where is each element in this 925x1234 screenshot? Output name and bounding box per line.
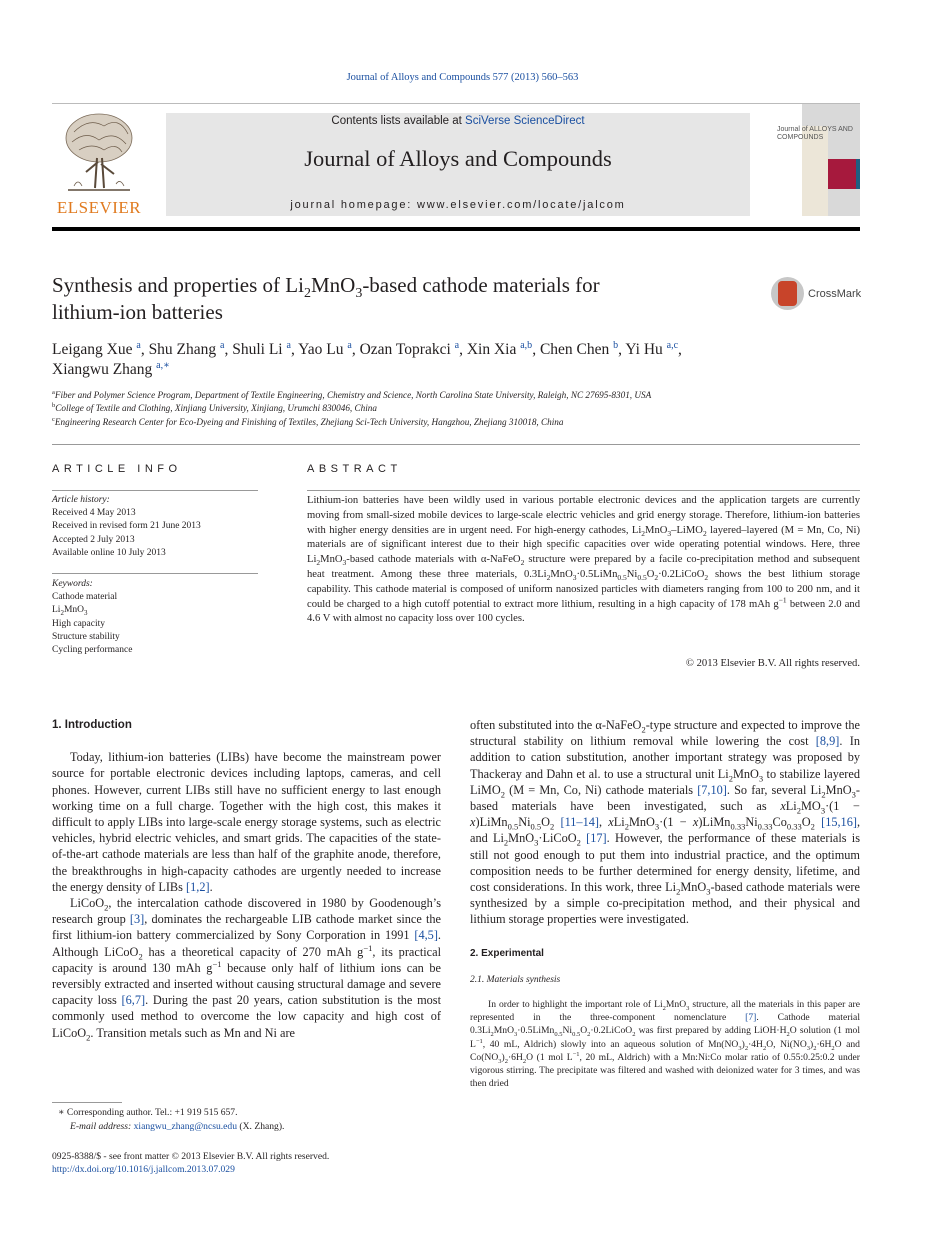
author-name: Leigang Xue — [52, 341, 133, 358]
abstract-rule — [307, 490, 860, 491]
author-name: Yi Hu — [625, 341, 663, 358]
affiliation-mark: a — [52, 388, 55, 396]
author-affiliation-mark[interactable]: b — [613, 339, 619, 351]
email-label: E-mail address: — [70, 1121, 134, 1132]
affiliation — [52, 390, 860, 400]
keyword: Structure stability — [52, 631, 120, 642]
header-rule — [52, 103, 860, 104]
paragraph: Today, lithium-ion batteries (LIBs) have become the mainstream power source for portable electronic devices including laptops, cameras, and cell phones. However, current LIBs still have no sufficient energy to last enough working time on a full charge. Together with the high cost, this makes it difficult to apply LIBs into large-scale energy storage systems, such as electric vehicles, hybrid electric vehicles, and smart grids. The capacities of the state-of-the-art cathode materials are less than half of the graphite anode, therefore, the breakthroughs in high-capacity cathodes are urgently needed to increase the energy density of LIBs [1,2]. — [52, 750, 441, 894]
affiliation — [52, 403, 860, 413]
elsevier-logo — [52, 110, 146, 218]
title-sub-2: 3 — [355, 286, 363, 302]
corresponding-author-note: ∗ Corresponding author. Tel.: +1 919 515 657. — [58, 1107, 238, 1118]
title-line-2: lithium-ion batteries — [52, 300, 223, 324]
keyword: Cathode material — [52, 592, 118, 603]
cover-blue-block — [856, 159, 860, 189]
crossmark-label: CrossMark — [808, 288, 862, 300]
affiliation-mark: b — [52, 401, 56, 409]
crossmark-inner — [778, 281, 797, 306]
spacer — [470, 988, 860, 998]
cover-title: Journal of ALLOYS AND COMPOUNDS — [777, 126, 853, 141]
authors-line-1: Leigang Xue $^a$, Shu Zhang $^a$, Shuli Li $^a$, Yao Lu $^a$, Ozan Toprakci $^a$, Xin Xia $^{a,b}$, Chen Chen $^b$, Yi Hu $^{a,c}$, — [52, 339, 682, 358]
introduction-heading: 1. Introduction — [52, 719, 132, 731]
author-affiliation-mark[interactable]: a,b — [520, 339, 533, 351]
citation-link[interactable]: [3] — [129, 912, 145, 927]
affiliation-text: Fiber and Polymer Science Program, Department of Textile Engineering, Chemistry and Science, North Carolina State University, Raleigh, NC 27695-8301, USA — [54, 390, 652, 400]
contents-line — [166, 115, 750, 127]
article-info-heading: ARTICLE INFO — [52, 463, 182, 475]
keywords-label: Keywords: — [52, 579, 93, 589]
abstract-heading: ABSTRACT — [307, 463, 402, 475]
citation-link[interactable]: [1,2] — [186, 879, 210, 894]
experimental-heading: 2. Experimental — [470, 947, 544, 959]
title-text-3: -based cathode materials for — [362, 273, 600, 297]
body-left-column — [52, 717, 441, 1041]
author-affiliation-mark[interactable]: a — [286, 339, 291, 351]
author[interactable] — [467, 341, 532, 358]
footnote-rule — [52, 1102, 122, 1103]
cover-red-block — [828, 159, 856, 189]
citation-link[interactable]: [7] — [745, 1012, 757, 1024]
citation-link[interactable]: [15,16] — [821, 815, 857, 830]
article-history — [52, 494, 257, 560]
author-affiliation-mark[interactable]: a,∗ — [156, 359, 170, 371]
paragraph: often substituted into the α-NaFeO$_2$-type structure and expected to improve the structural stability on lithium removal while lowering the cost [8,9]. In addition to cation substitution, another important strategy was proposed by Thackeray and Dahn et al. to use a structural unit $Li_2MnO_3$ to stabilize layered LiMO$_2$ (M = Mn, Co, Ni) cathode materials [7,10]. So far, several $Li_2MnO_3$-based materials have been investigated, such as $xLi_2MO_3\cdot(1$ − $x)LiMn_{0.5}Ni_{0.5}O_2$ [11–14], $xLi_2MnO_3\cdot(1 - x)LiMn_{0.33}Ni_{0.33}Co_{0.33}O_2$ [15,16], and $Li_2MnO_3\cdot LiCoO_2$ [17]. However, the performance of these materials is still not good enough to put them into industrial practice, and the optimum composition needs to be further determined for energy density, lifetime, and cost considerations. In this work, three $Li_2MnO_3$-based cathode materials were synthesized by a simple co-precipitation method, and their physical and lithium storage properties were investigated. — [470, 718, 861, 927]
keyword: Cycling performance — [52, 645, 133, 656]
sciencedirect-link[interactable]: SciVerse ScienceDirect — [465, 115, 585, 127]
author-affiliation-mark[interactable]: a — [220, 339, 225, 351]
paragraph: In order to highlight the important role of $Li_2MnO_3$ structure, all the materials in this paper are represented in the three-component nomenclature [7]. Cathode material $0.3Li_2MnO_3\cdot 0.5LiMn_{0.5}Ni_{0.5}O_2\cdot 0.2LiCoO_2$ was first prepared by adding $LiOH\cdot H_2O$ solution (1 mol $L^{-1}$, 40 mL, Aldrich) slowly into an aqueous solution of $Mn(NO_3)_2\cdot 4H_2O$, $Ni(NO_3)_2\cdot 6H_2O$ and $Co(NO_3)_2\cdot 6H_2O$ (1 mol $L^{-1}$, 20 mL, Aldrich) with a Mn:Ni:Co molar ratio of 0.55:0.25:0.2 under vigorous stirring. The precipitate was filtered and washed with deionized water for 3 times, and was then dried — [470, 999, 861, 1090]
keywords — [52, 578, 257, 657]
author[interactable] — [298, 341, 352, 358]
author-affiliation-mark[interactable]: a — [347, 339, 352, 351]
journal-cover — [772, 104, 860, 216]
affiliation-text: College of Textile and Clothing, Xinjiang University, Xinjiang, Urumchi 830046, China — [55, 403, 377, 413]
author[interactable] — [149, 341, 225, 358]
author[interactable] — [625, 341, 678, 358]
author[interactable] — [232, 341, 291, 358]
header-thick-rule — [52, 227, 860, 231]
affiliation-text: Engineering Research Center for Eco-Dyeing and Finishing of Textiles, Zhejiang Sci-Tech University, Hangzhou, Zhejiang 310018, China — [54, 417, 564, 427]
author-name: Yao Lu — [298, 341, 344, 358]
citation-link[interactable]: [17] — [586, 831, 607, 846]
author-name: Chen Chen — [539, 341, 610, 358]
email-link[interactable]: xiangwu_zhang@ncsu.edu — [133, 1121, 238, 1132]
issn-line: 0925-8388/$ - see front matter © 2013 Elsevier B.V. All rights reserved. — [52, 1151, 330, 1162]
journal-banner — [166, 113, 750, 216]
section-rule — [52, 444, 860, 445]
citation-link[interactable]: [7,10] — [697, 782, 727, 797]
history-item: Available online 10 July 2013 — [52, 547, 166, 558]
journal-title: Journal of Alloys and Compounds — [304, 146, 612, 171]
materials-synthesis-heading: 2.1. Materials synthesis — [470, 974, 561, 985]
cover-strip — [772, 104, 802, 216]
tree-icon — [64, 112, 134, 194]
author-affiliation-mark[interactable]: a — [136, 339, 141, 351]
author-name: Xiangwu Zhang — [52, 361, 153, 378]
author[interactable] — [52, 341, 141, 358]
citation-link[interactable]: [8,9] — [815, 734, 840, 749]
author-affiliation-mark[interactable]: a — [454, 339, 460, 351]
journal-homepage[interactable]: journal homepage: www.elsevier.com/locate/jalcom — [290, 199, 626, 211]
doi-anchor[interactable]: http://dx.doi.org/10.1016/j.jallcom.2013.07.029 — [52, 1164, 235, 1175]
abstract-text: Lithium-ion batteries have been wildly used in various portable electronic devices and the application targets are currently moving from small-sized mobile devices to large-scale electric vehicles and grid energy storage. Therefore, lithium-ion batteries with higher energy densities are in urgent need. For high-energy cathodes, $Li_2MnO_3-LiMO_2$ layered–layered (M = Mn, Co, Ni) materials are of significant interest due to their high specific capacities over wide operating potential windows. Here, three $Li_2MnO_3$-based cathode materials with α-NaFeO$_2$ structure were prepared by a facile co-precipitation method and subsequent heat treatment. Among these three materials, $0.3Li_2MnO_3\cdot 0.5LiMn_{0.5}Ni_{0.5}O_2\cdot 0.2LiCoO_2$ shows the best lithium storage capability. This cathode material is composed of uniform nanosized particles with diameters ranging from 100 to 200 nm, and it could be charged to a high cutoff potential to extract more lithium, resulting in a high capacity of 178 mAh $g^{-1}$ between 2.0 and 4.6 V with almost no capacity loss over 100 cycles. — [307, 495, 861, 625]
history-label: Article history: — [52, 495, 110, 505]
email-note — [70, 1120, 284, 1134]
author[interactable] — [360, 341, 460, 358]
copyright-notice: © 2013 Elsevier B.V. All rights reserved. — [685, 658, 860, 669]
history-item: Received in revised form 21 June 2013 — [52, 521, 201, 532]
crossmark-icon — [771, 277, 804, 310]
author-list — [52, 340, 832, 380]
citation-link[interactable]: [6,7] — [121, 993, 146, 1008]
doi-link[interactable] — [52, 1163, 235, 1176]
author[interactable] — [52, 361, 170, 378]
author-name: Shu Zhang — [148, 341, 217, 358]
affiliation-mark: c — [52, 415, 55, 423]
keyword: High capacity — [52, 618, 106, 629]
title-sub-1: 2 — [303, 286, 311, 302]
author-name: Ozan Toprakci — [359, 341, 451, 358]
author-affiliation-mark[interactable]: a,c — [666, 339, 679, 351]
title-text-1: Synthesis and properties of Li — [52, 273, 304, 297]
elsevier-wordmark: ELSEVIER — [56, 198, 142, 217]
contents-prefix: Contents lists available at — [331, 115, 466, 127]
body-right-column — [470, 717, 860, 1090]
info-rule — [52, 490, 258, 491]
crossmark-badge[interactable] — [771, 277, 866, 313]
author-name: Shuli Li — [232, 341, 283, 358]
spacer — [470, 928, 860, 946]
info-rule — [52, 573, 258, 574]
spacer — [470, 962, 860, 972]
journal-reference[interactable]: Journal of Alloys and Compounds 577 (2013) 560–563 — [346, 72, 579, 83]
history-item: Received 4 May 2013 — [52, 508, 136, 519]
citation-link[interactable]: [4,5] — [414, 928, 438, 943]
article-title — [52, 272, 732, 326]
spacer — [52, 733, 441, 749]
affiliation — [52, 417, 860, 427]
title-text-2: MnO — [310, 273, 356, 297]
keyword: $Li_2MnO_3$ — [52, 605, 88, 618]
author[interactable] — [540, 341, 618, 358]
paragraph: LiCoO$_2$, the intercalation cathode discovered in 1980 by Goodenough’s research group [3], dominates the rechargeable LIB cathode market since the first lithium-ion battery commercialized by Sony Corporation in 1991 [4,5]. Although LiCoO$_2$ has a theoretical capacity of 270 mAh $g^{-1}$, its practical capacity is around 130 mAh $g^{-1}$ because only half of lithium ions can be reversibly extracted and inserted without causing structural damage and severe capacity loss [6,7]. During the past 20 years, cation substitution is the most commonly used method to overcome the low capacity and high cost of LiCoO$_2$. Transition metals such as Mn and Ni are — [52, 896, 441, 1043]
citation-link[interactable]: [11–14] — [560, 815, 599, 830]
history-item: Accepted 2 July 2013 — [52, 534, 135, 545]
author-name: Xin Xia — [466, 341, 517, 358]
email-owner: (X. Zhang). — [237, 1121, 285, 1132]
